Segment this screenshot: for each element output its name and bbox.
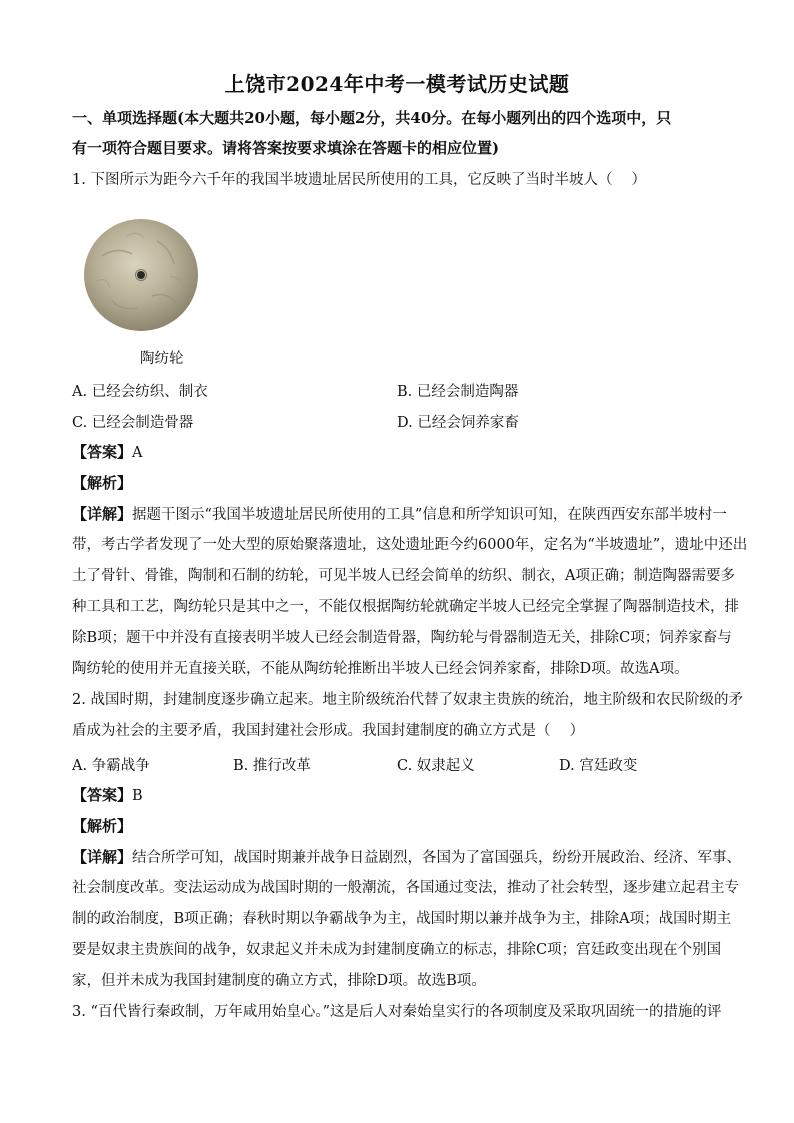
q1-detail-line-2: 带，考古学者发现了一处大型的原始聚落遗址，这处遗址距今约6000年，定名为“半坡遗址”，遗址中还出 — [72, 537, 748, 553]
q2-stem-line1: 2. 战国时期，封建制度逐步确立起来。地主阶级统治代替了奴隶主贵族的统治，地主阶级和农民阶级的矛 — [72, 692, 743, 708]
q1-option-b: B. 已经会制造陶器 — [397, 384, 519, 400]
q1-option-d: D. 已经会饲养家畜 — [397, 415, 519, 431]
q2-analysis-line — [72, 816, 724, 837]
q1-option-a: A. 已经会纺织、制衣 — [72, 384, 208, 400]
q2-option-b: B. 推行改革 — [233, 758, 311, 774]
q1-analysis-line — [72, 473, 724, 494]
q1-detail-label: 【详解】 — [72, 505, 133, 523]
q1-stem: 1. 下图所示为距今六千年的我国半坡遗址居民所使用的工具，它反映了当时半坡人（ ） — [72, 172, 647, 188]
q3-stem-line1: 3. “百代皆行秦政制，万年咸用始皇心。”这是后人对秦始皇实行的各项制度及采取巩固统一的措施的评 — [72, 1004, 722, 1020]
q1-analysis-label: 【解析】 — [72, 474, 133, 492]
q1-detail-text-1: 据题干图示“我国半坡遗址居民所使用的工具”信息和所学知识可知，在陕西西安东部半坡村一 — [132, 507, 727, 523]
q2-detail-line-2: 社会制度改革。变法运动成为战国时期的一般潮流，各国通过变法，推动了社会转型，逐步建立起君主专 — [72, 880, 739, 896]
figure-caption: 陶纺轮 — [140, 351, 184, 367]
q1-detail-line-6: 陶纺轮的使用并无直接关联，不能从陶纺轮推断出半坡人已经会饲养家畜，排除D项。故选A项。 — [72, 661, 689, 677]
pottery-spindle-whorl-image — [82, 216, 200, 334]
q2-detail-line-4: 要是奴隶主贵族间的战争，奴隶起义并未成为封建制度确立的标志，排除C项；宫廷政变出现在个别国 — [72, 942, 722, 958]
q2-detail-line-5: 家，但并未成为我国封建制度的确立方式，排除D项。故选B项。 — [72, 973, 486, 989]
spindle-whorl-graphic — [82, 216, 200, 334]
q1-detail-line-3: 土了骨针、骨锥，陶制和石制的纺轮，可见半坡人已经会简单的纺织、制衣，A项正确；制造陶器需要多 — [72, 568, 735, 584]
q1-answer-value: A — [132, 445, 143, 461]
q1-detail-line-5: 除B项；题干中并没有直接表明半坡人已经会制造骨器，陶纺轮与骨器制造无关，排除C项；饲养家畜与 — [72, 630, 732, 646]
q2-detail-line-3: 制的政治制度，B项正确；春秋时期以争霸战争为主，战国时期以兼并战争为主，排除A项；战国时期主 — [72, 911, 732, 927]
q2-option-c: C. 奴隶起义 — [397, 758, 475, 774]
section-heading-line2: 有一项符合题目要求。请将答案按要求填涂在答题卡的相应位置) — [72, 139, 500, 157]
q2-answer-line — [72, 785, 724, 806]
page-title: 上饶市2024年中考一模考试历史试题 — [224, 72, 570, 96]
q2-answer-label: 【答案】 — [72, 786, 133, 804]
q2-detail-text-1: 结合所学可知，战国时期兼并战争日益剧烈，各国为了富国强兵，纷纷开展政治、经济、军事、 — [132, 850, 742, 866]
q1-detail-line-4: 种工具和工艺，陶纺轮只是其中之一，不能仅根据陶纺轮就确定半坡人已经完全掌握了陶器制造技术，排 — [72, 599, 739, 615]
q1-detail-line-1 — [72, 504, 727, 525]
q2-option-d: D. 宫廷政变 — [559, 758, 638, 774]
q1-answer-line — [72, 442, 724, 463]
q2-option-a: A. 争霸战争 — [72, 758, 150, 774]
q1-answer-label: 【答案】 — [72, 443, 133, 461]
q2-answer-value: B — [132, 788, 143, 804]
q2-detail-line-1 — [72, 847, 742, 868]
q2-detail-label: 【详解】 — [72, 848, 133, 866]
q1-option-c: C. 已经会制造骨器 — [72, 415, 194, 431]
q2-analysis-label: 【解析】 — [72, 817, 133, 835]
q2-stem-line2: 盾成为社会的主要矛盾，我国封建社会形成。我国封建制度的确立方式是（ ） — [72, 723, 585, 739]
section-heading-line1: 一、单项选择题(本大题共20小题，每小题2分，共40分。在每小题列出的四个选项中，只 — [72, 109, 672, 127]
